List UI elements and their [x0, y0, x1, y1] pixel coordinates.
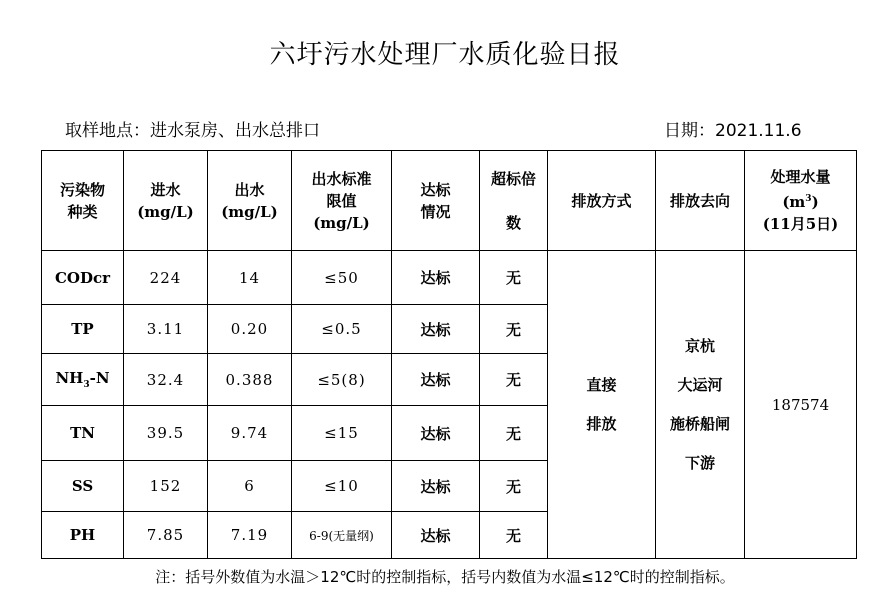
- exceed-cell: 无: [480, 406, 548, 461]
- inflow-cell: 3.11: [124, 305, 208, 354]
- pollutant-cell: SS: [42, 461, 124, 512]
- outflow-cell: 0.20: [208, 305, 292, 354]
- header-row: [42, 151, 857, 251]
- table-row: [42, 251, 857, 305]
- exceed-cell: 无: [480, 354, 548, 406]
- header-outflow: 出水 (mg/L): [208, 151, 292, 251]
- pollutant-cell: PH: [42, 512, 124, 559]
- outflow-cell: 14: [208, 251, 292, 305]
- limit-cell: 6-9(无量纲): [292, 512, 392, 559]
- inflow-cell: 32.4: [124, 354, 208, 406]
- status-cell: 达标: [392, 354, 480, 406]
- header-discharge-method: 排放方式: [548, 151, 656, 251]
- sampling-location: 取样地点：进水泵房、出水总排口: [65, 121, 320, 141]
- limit-cell: ≤5(8): [292, 354, 392, 406]
- exceed-cell: 无: [480, 461, 548, 512]
- footnote: 注：括号外数值为水温＞12℃时的控制指标，括号内数值为水温≤12℃时的控制指标。: [155, 568, 735, 586]
- limit-cell: ≤10: [292, 461, 392, 512]
- header-discharge-dest: 排放去向: [656, 151, 745, 251]
- exceed-cell: 无: [480, 251, 548, 305]
- volume-value: 187574: [745, 251, 857, 559]
- status-cell: 达标: [392, 461, 480, 512]
- exceed-cell: 无: [480, 512, 548, 559]
- discharge-dest-cell: 京杭 大运河 施桥船闸 下游: [656, 251, 745, 559]
- header-pollutant: 污染物 种类: [42, 151, 124, 251]
- header-status: 达标 情况: [392, 151, 480, 251]
- header-exceed: 超标倍 数: [480, 151, 548, 251]
- inflow-cell: 224: [124, 251, 208, 305]
- outflow-cell: 7.19: [208, 512, 292, 559]
- inflow-cell: 7.85: [124, 512, 208, 559]
- exceed-cell: 无: [480, 305, 548, 354]
- status-cell: 达标: [392, 251, 480, 305]
- inflow-cell: 39.5: [124, 406, 208, 461]
- limit-cell: ≤0.5: [292, 305, 392, 354]
- report-date: 日期：2021.11.6: [664, 121, 802, 141]
- water-quality-table: [41, 150, 857, 559]
- header-volume: 处理水量 $(m^3)$ (11月5日): [745, 151, 857, 251]
- header-inflow: 进水 (mg/L): [124, 151, 208, 251]
- report-title: 六圩污水处理厂水质化验日报: [269, 40, 621, 70]
- header-limit: 出水标准 限值 (mg/L): [292, 151, 392, 251]
- status-cell: 达标: [392, 512, 480, 559]
- pollutant-cell: TN: [42, 406, 124, 461]
- limit-cell: ≤15: [292, 406, 392, 461]
- pollutant-cell: TP: [42, 305, 124, 354]
- pollutant-cell: $NH_3-N$: [42, 354, 124, 406]
- status-cell: 达标: [392, 305, 480, 354]
- pollutant-cell: CODcr: [42, 251, 124, 305]
- outflow-cell: 0.388: [208, 354, 292, 406]
- inflow-cell: 152: [124, 461, 208, 512]
- limit-cell: ≤50: [292, 251, 392, 305]
- outflow-cell: 6: [208, 461, 292, 512]
- discharge-method-cell: 直接 排放: [548, 251, 656, 559]
- status-cell: 达标: [392, 406, 480, 461]
- outflow-cell: 9.74: [208, 406, 292, 461]
